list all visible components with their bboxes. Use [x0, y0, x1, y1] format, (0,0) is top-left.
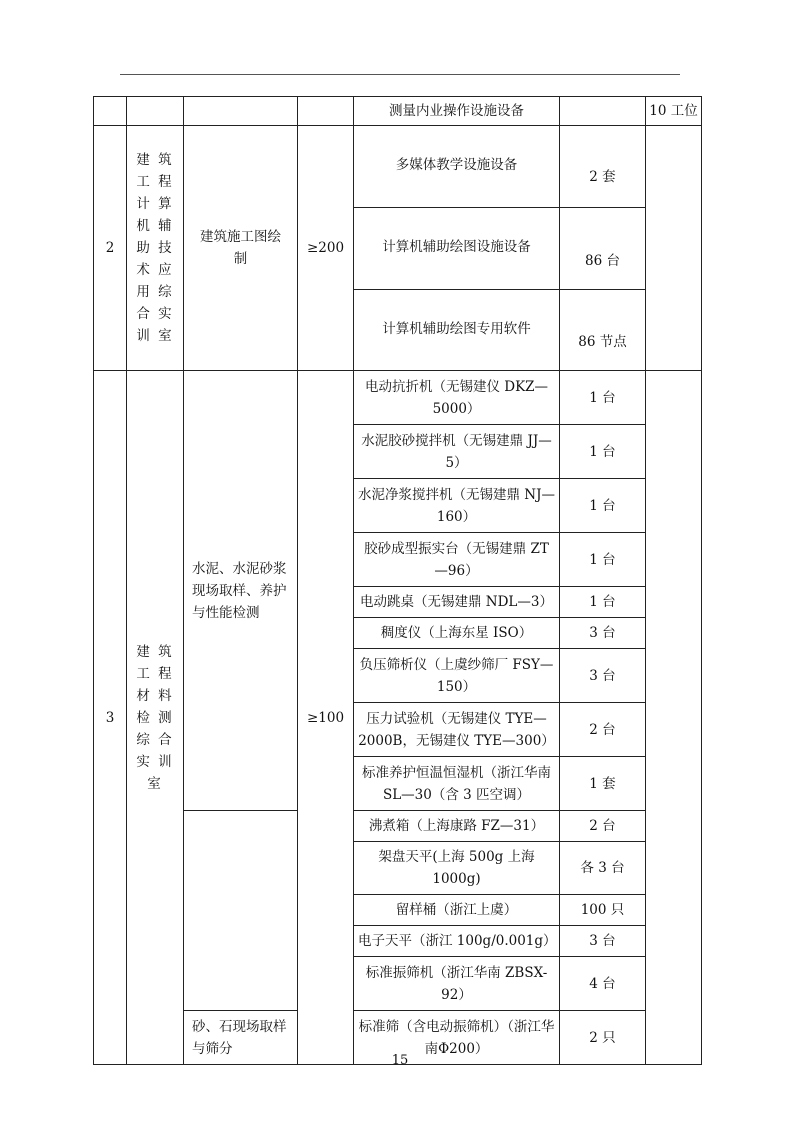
training-project: 建筑施工图绘制	[184, 126, 298, 371]
equipment-qty: 100 只	[560, 895, 646, 926]
equipment-name: 计算机辅助绘图专用软件	[354, 290, 560, 371]
equipment-name: 留样桶（浙江上虞）	[354, 895, 560, 926]
equipment-qty: 1 台	[560, 371, 646, 425]
equipment-name: 多媒体教学设施设备	[354, 126, 560, 208]
serial-number: 3	[94, 371, 127, 1065]
header-rule	[120, 74, 680, 75]
table-cell	[184, 97, 298, 126]
equipment-name: 水泥净浆搅拌机（无锡建鼎 NJ—160）	[354, 479, 560, 533]
equipment-qty: 2 只	[560, 1011, 646, 1065]
equipment-qty: 86 台	[560, 208, 646, 290]
equipment-qty: 3 台	[560, 618, 646, 649]
area-requirement: ≥200	[298, 126, 354, 371]
equipment-qty: 3 台	[560, 649, 646, 703]
table-cell	[646, 126, 702, 371]
equipment-qty: 1 台	[560, 587, 646, 618]
serial-number: 2	[94, 126, 127, 371]
equipment-qty: 3 台	[560, 926, 646, 957]
equipment-qty: 2 套	[560, 126, 646, 208]
equipment-name: 电子天平（浙江 100g/0.001g）	[354, 926, 560, 957]
page-number: 15	[391, 1053, 409, 1068]
training-room-name: 建 筑 工 程 计 算 机 辅 助 技 术 应 用 综 合 实 训 室	[127, 126, 184, 371]
equipment-name: 稠度仪（上海东星 ISO）	[354, 618, 560, 649]
training-project: 砂、石现场取样与筛分	[184, 1011, 298, 1065]
equipment-name: 计算机辅助绘图设施设备	[354, 208, 560, 290]
equipment-table	[93, 96, 702, 1065]
equipment-name: 水泥胶砂搅拌机（无锡建鼎 JJ—5）	[354, 425, 560, 479]
table-row	[94, 811, 702, 842]
table-cell	[127, 97, 184, 126]
equipment-name: 标准筛（含电动振筛机）（浙江华南Φ200）	[354, 1011, 560, 1065]
table-row	[94, 126, 702, 208]
equipment-qty: 各 3 台	[560, 842, 646, 895]
equipment-name: 架盘天平(上海 500g 上海 1000g)	[354, 842, 560, 895]
equipment-qty: 2 台	[560, 811, 646, 842]
table-cell	[298, 97, 354, 126]
table-row	[94, 371, 702, 425]
equipment-name: 电动抗折机（无锡建仪 DKZ—5000）	[354, 371, 560, 425]
training-project: 水泥、水泥砂浆现场取样、养护与性能检测	[184, 371, 298, 811]
equipment-qty: 2 台	[560, 703, 646, 757]
table-cell	[94, 97, 127, 126]
area-requirement: ≥100	[298, 371, 354, 1065]
table-row	[94, 97, 702, 126]
equipment-name: 沸煮箱（上海康路 FZ—31）	[354, 811, 560, 842]
equipment-qty: 1 套	[560, 757, 646, 811]
equipment-name: 测量内业操作设施设备	[354, 97, 560, 126]
equipment-name: 电动跳桌（无锡建鼎 NDL—3）	[354, 587, 560, 618]
equipment-qty: 1 台	[560, 533, 646, 587]
equipment-qty: 86 节点	[560, 290, 646, 371]
table-cell	[560, 97, 646, 126]
equipment-name: 标准养护恒温恒湿机（浙江华南 SL—30（含 3 匹空调）	[354, 757, 560, 811]
equipment-name: 胶砂成型振实台（无锡建鼎 ZT—96）	[354, 533, 560, 587]
equipment-name: 标准振筛机（浙江华南 ZBSX-92）	[354, 957, 560, 1011]
equipment-name: 压力试验机（无锡建仪 TYE—2000B，无锡建仪 TYE—300）	[354, 703, 560, 757]
equipment-qty: 10 工位	[646, 97, 702, 126]
equipment-qty: 4 台	[560, 957, 646, 1011]
table-cell	[646, 371, 702, 1065]
equipment-qty: 1 台	[560, 425, 646, 479]
training-room-name: 建 筑 工 程 材 料 检 测 综 合 实 训 室	[127, 371, 184, 1065]
equipment-qty: 1 台	[560, 479, 646, 533]
equipment-name: 负压筛析仪（上虞纱筛厂 FSY—150）	[354, 649, 560, 703]
table-cell	[184, 811, 298, 1011]
